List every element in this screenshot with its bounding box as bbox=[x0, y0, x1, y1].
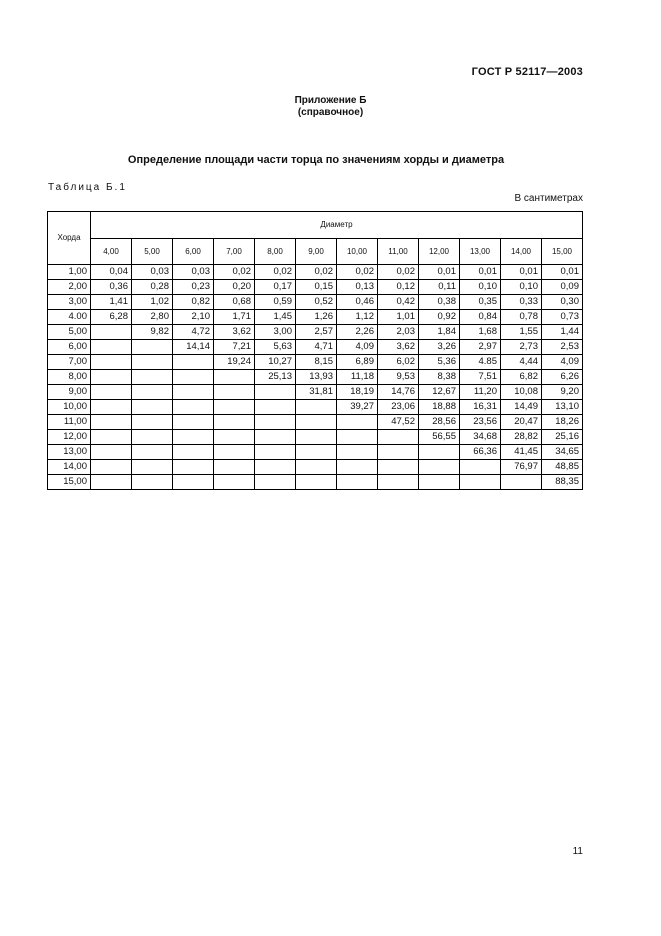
diameter-header-cell: 9,00 bbox=[296, 239, 337, 265]
area-cell: 4,72 bbox=[173, 325, 214, 340]
area-cell bbox=[91, 385, 132, 400]
diameter-header-cell: 10,00 bbox=[337, 239, 378, 265]
chord-cell: 9,00 bbox=[48, 385, 91, 400]
area-cell bbox=[91, 445, 132, 460]
area-cell bbox=[296, 415, 337, 430]
area-cell bbox=[132, 445, 173, 460]
table-row bbox=[48, 265, 583, 280]
standard-designation: ГОСТ Р 52117—2003 bbox=[471, 66, 583, 78]
area-cell: 0,78 bbox=[501, 310, 542, 325]
area-cell: 0,02 bbox=[214, 265, 255, 280]
area-cell: 23,56 bbox=[460, 415, 501, 430]
area-cell: 0,03 bbox=[173, 265, 214, 280]
area-cell: 0,10 bbox=[501, 280, 542, 295]
area-cell: 5,63 bbox=[255, 340, 296, 355]
area-cell bbox=[173, 370, 214, 385]
area-cell bbox=[91, 400, 132, 415]
area-cell: 48,85 bbox=[542, 460, 583, 475]
area-cell: 0,38 bbox=[419, 295, 460, 310]
area-cell: 7,51 bbox=[460, 370, 501, 385]
area-cell bbox=[132, 415, 173, 430]
area-cell: 28,82 bbox=[501, 430, 542, 445]
area-cell: 1,45 bbox=[255, 310, 296, 325]
area-cell bbox=[214, 385, 255, 400]
area-cell: 1,84 bbox=[419, 325, 460, 340]
area-cell: 0,23 bbox=[173, 280, 214, 295]
chord-cell: 12,00 bbox=[48, 430, 91, 445]
area-cell: 8,15 bbox=[296, 355, 337, 370]
area-cell bbox=[132, 355, 173, 370]
section-title: Определение площади части торца по значениям хорды и диаметра bbox=[127, 154, 505, 166]
area-cell bbox=[173, 445, 214, 460]
area-cell: 66,36 bbox=[460, 445, 501, 460]
row-header-chord: Хорда bbox=[48, 212, 91, 265]
area-cell: 1,55 bbox=[501, 325, 542, 340]
area-cell: 9,20 bbox=[542, 385, 583, 400]
area-cell: 13,10 bbox=[542, 400, 583, 415]
area-cell bbox=[91, 370, 132, 385]
area-cell: 0,04 bbox=[91, 265, 132, 280]
area-cell: 6,82 bbox=[501, 370, 542, 385]
page-number: 11 bbox=[572, 846, 583, 857]
area-cell: 13,93 bbox=[296, 370, 337, 385]
area-cell bbox=[255, 475, 296, 490]
area-cell: 6,26 bbox=[542, 370, 583, 385]
area-cell bbox=[214, 415, 255, 430]
area-cell: 0,10 bbox=[460, 280, 501, 295]
area-cell bbox=[255, 400, 296, 415]
chord-cell: 13,00 bbox=[48, 445, 91, 460]
area-cell: 0,59 bbox=[255, 295, 296, 310]
area-cell: 1,41 bbox=[91, 295, 132, 310]
area-cell: 1,02 bbox=[132, 295, 173, 310]
area-cell bbox=[255, 445, 296, 460]
area-cell: 25,16 bbox=[542, 430, 583, 445]
area-cell: 11,18 bbox=[337, 370, 378, 385]
area-cell bbox=[173, 355, 214, 370]
area-cell: 2,53 bbox=[542, 340, 583, 355]
area-cell bbox=[214, 370, 255, 385]
area-cell: 14,76 bbox=[378, 385, 419, 400]
area-cell bbox=[173, 400, 214, 415]
area-cell: 4,09 bbox=[542, 355, 583, 370]
area-cell: 0,84 bbox=[460, 310, 501, 325]
area-cell: 0,01 bbox=[501, 265, 542, 280]
area-cell: 18,19 bbox=[337, 385, 378, 400]
area-cell bbox=[91, 415, 132, 430]
area-cell: 3,00 bbox=[255, 325, 296, 340]
area-cell: 4,44 bbox=[501, 355, 542, 370]
area-cell: 18,88 bbox=[419, 400, 460, 415]
area-cell bbox=[132, 400, 173, 415]
area-cell: 0,92 bbox=[419, 310, 460, 325]
diameter-header-cell: 11,00 bbox=[378, 239, 419, 265]
area-cell: 19,24 bbox=[214, 355, 255, 370]
chord-cell: 1,00 bbox=[48, 265, 91, 280]
area-cell: 0,01 bbox=[542, 265, 583, 280]
table-row bbox=[48, 475, 583, 490]
area-cell bbox=[296, 400, 337, 415]
area-cell bbox=[378, 430, 419, 445]
area-cell: 2,73 bbox=[501, 340, 542, 355]
area-cell: 76,97 bbox=[501, 460, 542, 475]
area-cell: 14,14 bbox=[173, 340, 214, 355]
area-cell: 0,68 bbox=[214, 295, 255, 310]
area-cell: 2,10 bbox=[173, 310, 214, 325]
area-cell: 0,01 bbox=[460, 265, 501, 280]
chord-cell: 3,00 bbox=[48, 295, 91, 310]
chord-cell: 11,00 bbox=[48, 415, 91, 430]
area-cell: 34,68 bbox=[460, 430, 501, 445]
appendix-subtitle: (справочное) bbox=[297, 107, 364, 118]
area-cell: 2,80 bbox=[132, 310, 173, 325]
area-cell: 0,02 bbox=[378, 265, 419, 280]
area-cell: 16,31 bbox=[460, 400, 501, 415]
area-cell: 2,26 bbox=[337, 325, 378, 340]
diameter-header-cell: 4,00 bbox=[91, 239, 132, 265]
area-cell: 2,03 bbox=[378, 325, 419, 340]
area-cell: 9,53 bbox=[378, 370, 419, 385]
area-cell: 1,01 bbox=[378, 310, 419, 325]
area-cell: 0,02 bbox=[337, 265, 378, 280]
area-cell bbox=[255, 460, 296, 475]
area-cell: 0,30 bbox=[542, 295, 583, 310]
area-cell: 20,47 bbox=[501, 415, 542, 430]
table-row bbox=[48, 340, 583, 355]
area-cell: 0,20 bbox=[214, 280, 255, 295]
area-cell bbox=[173, 460, 214, 475]
area-cell bbox=[132, 340, 173, 355]
area-cell: 0,15 bbox=[296, 280, 337, 295]
diameter-header-cell: 8,00 bbox=[255, 239, 296, 265]
area-cell bbox=[378, 460, 419, 475]
area-cell bbox=[337, 415, 378, 430]
chord-cell: 6,00 bbox=[48, 340, 91, 355]
area-cell: 0,09 bbox=[542, 280, 583, 295]
area-cell: 6,89 bbox=[337, 355, 378, 370]
area-cell: 28,56 bbox=[419, 415, 460, 430]
area-cell: 0,11 bbox=[419, 280, 460, 295]
area-cell bbox=[132, 385, 173, 400]
area-cell: 0,52 bbox=[296, 295, 337, 310]
table-row bbox=[48, 355, 583, 370]
area-cell: 14,49 bbox=[501, 400, 542, 415]
area-cell bbox=[91, 340, 132, 355]
diameter-header-cell: 14,00 bbox=[501, 239, 542, 265]
area-cell bbox=[214, 460, 255, 475]
area-cell bbox=[337, 460, 378, 475]
diameter-header-cell: 13,00 bbox=[460, 239, 501, 265]
area-cell: 3,62 bbox=[214, 325, 255, 340]
area-cell bbox=[173, 415, 214, 430]
area-cell: 3,26 bbox=[419, 340, 460, 355]
area-cell: 6,02 bbox=[378, 355, 419, 370]
area-cell: 0,42 bbox=[378, 295, 419, 310]
chord-cell: 5,00 bbox=[48, 325, 91, 340]
area-cell: 0,13 bbox=[337, 280, 378, 295]
chord-cell: 4.00 bbox=[48, 310, 91, 325]
area-cell: 1,68 bbox=[460, 325, 501, 340]
area-cell bbox=[296, 475, 337, 490]
area-cell bbox=[173, 475, 214, 490]
area-cell: 0,02 bbox=[296, 265, 337, 280]
chord-cell: 10,00 bbox=[48, 400, 91, 415]
table-row bbox=[48, 295, 583, 310]
table-row bbox=[48, 445, 583, 460]
area-cell bbox=[501, 475, 542, 490]
area-cell: 0,35 bbox=[460, 295, 501, 310]
area-cell bbox=[378, 475, 419, 490]
area-cell: 0,03 bbox=[132, 265, 173, 280]
col-group-header-diameter: Диаметр bbox=[91, 212, 583, 239]
diameter-header-cell: 6,00 bbox=[173, 239, 214, 265]
diameter-header-cell: 7,00 bbox=[214, 239, 255, 265]
area-cell bbox=[214, 400, 255, 415]
area-cell bbox=[296, 430, 337, 445]
area-cell: 23,06 bbox=[378, 400, 419, 415]
area-cell: 0,28 bbox=[132, 280, 173, 295]
table-row bbox=[48, 415, 583, 430]
diameter-header-cell: 12,00 bbox=[419, 239, 460, 265]
area-cell: 88,35 bbox=[542, 475, 583, 490]
area-cell: 4,71 bbox=[296, 340, 337, 355]
area-cell bbox=[214, 445, 255, 460]
area-cell: 41,45 bbox=[501, 445, 542, 460]
area-cell bbox=[296, 445, 337, 460]
area-cell bbox=[91, 430, 132, 445]
diameter-header-cell: 5,00 bbox=[132, 239, 173, 265]
area-cell: 0,33 bbox=[501, 295, 542, 310]
area-cell bbox=[91, 355, 132, 370]
diameter-header-row bbox=[48, 239, 583, 265]
area-cell bbox=[132, 370, 173, 385]
table-row bbox=[48, 370, 583, 385]
table-units: В сантиметрах bbox=[514, 193, 583, 204]
area-cell: 34,65 bbox=[542, 445, 583, 460]
table-row bbox=[48, 460, 583, 475]
area-cell bbox=[419, 445, 460, 460]
area-cell bbox=[214, 475, 255, 490]
area-cell: 12,67 bbox=[419, 385, 460, 400]
area-cell: 31,81 bbox=[296, 385, 337, 400]
area-cell: 1,71 bbox=[214, 310, 255, 325]
area-cell: 0,12 bbox=[378, 280, 419, 295]
diameter-header-cell: 15,00 bbox=[542, 239, 583, 265]
chord-cell: 2,00 bbox=[48, 280, 91, 295]
chord-cell: 14,00 bbox=[48, 460, 91, 475]
area-cell: 39,27 bbox=[337, 400, 378, 415]
area-cell bbox=[460, 475, 501, 490]
chord-cell: 8,00 bbox=[48, 370, 91, 385]
appendix-title: Приложение Б bbox=[294, 95, 367, 106]
area-cell: 0,73 bbox=[542, 310, 583, 325]
area-cell: 8,38 bbox=[419, 370, 460, 385]
area-cell bbox=[132, 460, 173, 475]
area-cell: 9,82 bbox=[132, 325, 173, 340]
area-cell bbox=[214, 430, 255, 445]
area-cell bbox=[460, 460, 501, 475]
area-cell bbox=[337, 430, 378, 445]
area-cell bbox=[296, 460, 337, 475]
area-cell bbox=[337, 475, 378, 490]
area-cell bbox=[91, 475, 132, 490]
area-cell: 0,36 bbox=[91, 280, 132, 295]
area-cell: 0,02 bbox=[255, 265, 296, 280]
area-cell: 4,09 bbox=[337, 340, 378, 355]
area-cell: 10,27 bbox=[255, 355, 296, 370]
table-row bbox=[48, 400, 583, 415]
area-cell: 18,26 bbox=[542, 415, 583, 430]
area-cell bbox=[337, 445, 378, 460]
chord-cell: 15,00 bbox=[48, 475, 91, 490]
area-cell: 7,21 bbox=[214, 340, 255, 355]
area-cell: 56,55 bbox=[419, 430, 460, 445]
area-cell bbox=[255, 415, 296, 430]
area-cell: 1,26 bbox=[296, 310, 337, 325]
area-cell bbox=[378, 445, 419, 460]
table-label: Таблица Б.1 bbox=[48, 182, 127, 193]
area-cell: 2,57 bbox=[296, 325, 337, 340]
area-cell: 1,12 bbox=[337, 310, 378, 325]
area-cell bbox=[419, 475, 460, 490]
table-row bbox=[48, 310, 583, 325]
area-cell: 6,28 bbox=[91, 310, 132, 325]
area-cell bbox=[132, 475, 173, 490]
area-cell: 5,36 bbox=[419, 355, 460, 370]
area-cell bbox=[173, 430, 214, 445]
appendix-heading bbox=[0, 95, 661, 119]
area-cell: 47,52 bbox=[378, 415, 419, 430]
area-cell: 0,17 bbox=[255, 280, 296, 295]
area-cell: 0,46 bbox=[337, 295, 378, 310]
table-row bbox=[48, 280, 583, 295]
area-cell: 3,62 bbox=[378, 340, 419, 355]
area-cell bbox=[91, 460, 132, 475]
area-cell bbox=[255, 385, 296, 400]
chord-area-table bbox=[47, 211, 583, 490]
table-row bbox=[48, 385, 583, 400]
chord-cell: 7,00 bbox=[48, 355, 91, 370]
area-cell bbox=[91, 325, 132, 340]
area-cell: 10,08 bbox=[501, 385, 542, 400]
area-cell: 0,82 bbox=[173, 295, 214, 310]
area-cell: 11,20 bbox=[460, 385, 501, 400]
area-cell bbox=[173, 385, 214, 400]
table-row bbox=[48, 325, 583, 340]
area-cell: 0,01 bbox=[419, 265, 460, 280]
area-cell: 2,97 bbox=[460, 340, 501, 355]
area-cell: 1,44 bbox=[542, 325, 583, 340]
area-cell: 25,13 bbox=[255, 370, 296, 385]
area-cell bbox=[132, 430, 173, 445]
area-cell bbox=[419, 460, 460, 475]
table-body bbox=[48, 265, 583, 490]
area-cell bbox=[255, 430, 296, 445]
area-cell: 4.85 bbox=[460, 355, 501, 370]
table-row bbox=[48, 430, 583, 445]
